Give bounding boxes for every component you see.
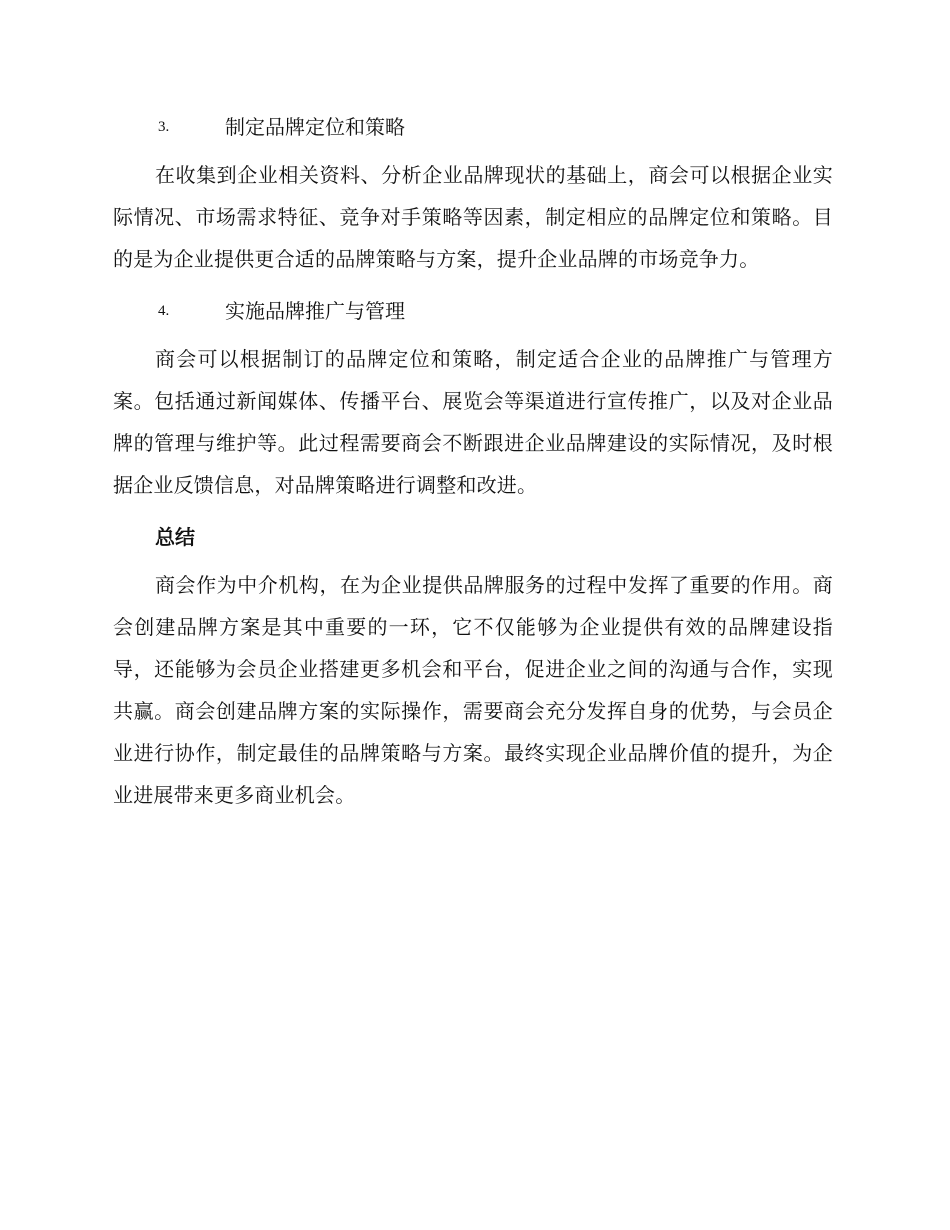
paragraph: 在收集到企业相关资料、分析企业品牌现状的基础上，商会可以根据企业实际情况、市场需求特征、竞争对手策略等因素，制定相应的品牌定位和策略。目的是为企业提供更合适的品牌策略与方案，提升企业品牌的市场竞争力。 (113, 163, 833, 271)
list-heading-4 (113, 292, 833, 330)
summary-title: 总结 (155, 525, 195, 549)
list-number: 3. (158, 119, 170, 135)
list-heading-text: 制定品牌定位和策略 (225, 115, 405, 139)
list-number: 4. (158, 303, 170, 319)
list-heading-3 (113, 108, 833, 146)
paragraph: 商会可以根据制订的品牌定位和策略，制定适合企业的品牌推广与管理方案。包括通过新闻媒体、传播平台、展览会等渠道进行宣传推广，以及对企业品牌的管理与维护等。此过程需要商会不断跟进企业品牌建设的实际情况，及时根据企业反馈信息，对品牌策略进行调整和改进。 (113, 347, 833, 497)
summary-paragraph: 商会作为中介机构，在为企业提供品牌服务的过程中发挥了重要的作用。商会创建品牌方案是其中重要的一环，它不仅能够为企业提供有效的品牌建设指导，还能够为会员企业搭建更多机会和平台，促进企业之间的沟通与合作，实现共赢。商会创建品牌方案的实际操作，需要商会充分发挥自身的优势，与会员企业进行协作，制定最佳的品牌策略与方案。最终实现企业品牌价值的提升，为企业进展带来更多商业机会。 (113, 573, 833, 807)
list-heading-text: 实施品牌推广与管理 (225, 299, 405, 323)
document-content (113, 108, 833, 828)
